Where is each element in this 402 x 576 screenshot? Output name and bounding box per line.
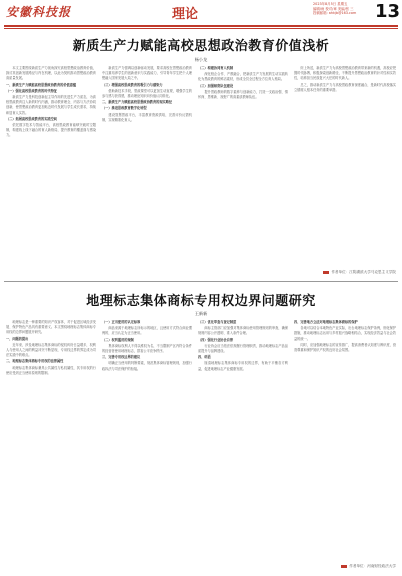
article1-column-3 (198, 66, 288, 278)
subsection-heading: （二）构建协同育人机制 (198, 66, 234, 70)
section-heading: 二、新质生产力赋能高校思想政治教育的现实路径 (102, 100, 173, 105)
paragraph: 新质生产力是科技创新起主导作用的先进生产力质态，为高校思政教育注入新的时代内涵，推动教育理念、内容与方法协同创新，使思想政治教育更加贴近时代发展与学生成长需求，持续彰显育人实效。 (6, 95, 96, 115)
paragraph: 同时，应加强地理标志的宣传推广，提高消费者认知度与辨识度，营造尊重和保护知识产权的良好社会氛围。 (294, 342, 396, 353)
paragraph: 新质生产力强调以创新驱动发展，要求高校在思想政治教育中注重培养学生的创新意识与实践能力，引导青年学生把个人理想融入国家发展大局之中。 (102, 66, 192, 81)
subsection-heading: （一）强化高校思政教育的时代特征 (6, 88, 57, 93)
article-title: 地理标志集体商标专用权边界问题研究 (86, 294, 316, 309)
section-heading: 一、问题的提出 (6, 336, 29, 341)
article2-affiliation (294, 564, 396, 569)
paragraph: 总之，推动新质生产力与高校思政教育深度融合，是新时代高校落实立德树人根本任务的重要举措。 (294, 82, 396, 92)
article1-column-4 (294, 66, 396, 262)
paragraph: 商品来源于地理标志所标示的地区，且使用方式符合商业惯例的，应当认定为正当使用。 (102, 326, 192, 336)
contact-email: 投稿邮箱: ahkjb@163.com (313, 11, 357, 16)
subsection-heading: （三）优化审查与登记制度 (198, 320, 237, 324)
paragraph: 深化校企合作、产教融合，把新质生产力发展的生动实践转化为思政教育的鲜活素材，形成全员全过程全方位育人格局。 (198, 72, 288, 82)
paragraph: 厘清地理标志集体商标专用权的边界，有助于平衡各方利益，促进地理标志产业健康发展。 (198, 361, 288, 371)
subsection-heading: （一）正当使用的认定标准 (102, 320, 141, 324)
section-heading: 一、新质生产力赋能高校思想政治教育的价值意蕴 (6, 82, 77, 87)
article1-affiliation (294, 270, 396, 275)
article-author: 王新新 (194, 311, 208, 316)
article1-column-2 (102, 66, 192, 278)
article2-column-4 (294, 320, 396, 556)
newspaper-logo: 安徽科技报 (6, 5, 72, 19)
masthead (0, 0, 402, 28)
affiliation-marker (323, 271, 329, 274)
subsection-heading: （二）权利滥用的规制 (102, 337, 134, 342)
paragraph: 各地可以结合本地特色产业实际，出台地理标志保护条例，细化保护措施，推动地理标志运用与乡村振兴战略相结合，实现经济效益与社会效益的统一。 (294, 326, 396, 341)
article-divider (4, 281, 398, 282)
subsection-heading: （三）加强师资队伍建设 (198, 83, 234, 88)
section-heading: 四、完善地方立法对地理标志集体商标的保护 (294, 320, 358, 324)
header-rule-thin (4, 28, 398, 29)
paragraph: 地理标志是一种重要的知识产权客体，对于促进区域经济发展、保护特色产品具有重要意义。本文围绕地理标志集体商标专用权的边界问题展开研究。 (6, 320, 96, 335)
paragraph: 明确正当使用的判断要素，规范集体商标管理规则，加强行政执法与司法保护的衔接。 (102, 361, 192, 371)
paragraph: 借助新技术手段，思政课堂可以更加生动直观，增强学生的参与感与获得感，推动理论知识向价值认同转化。 (102, 88, 192, 99)
paragraph: 商标主管部门应加强对集体商标使用管理规则的审查，确保规则内容公开透明、准入条件合理。 (198, 326, 288, 336)
paragraph: 集体商标权利人不得以维权为名，不当限制产区内符合条件的经营者使用地理标志，损害公平竞争秩序。 (102, 343, 192, 354)
paragraph: 建设智慧思政平台，丰富教育资源供给，完善评价反馈机制，实现精准化育人。 (102, 112, 192, 122)
editor-line: 编辑/雨 校对/章 美编/张 三 (313, 6, 354, 11)
paragraph: 行业协会应当依法依规履行管理职责，推动地理标志产品品质提升与品牌建设。 (198, 343, 288, 354)
section-heading: 四、结语 (198, 355, 211, 360)
affiliation-marker (341, 565, 347, 568)
paragraph: 提升思政教师的数字素养与创新能力，打造一支政治强、情怀深、思维新、视野广的高素质教师队伍。 (198, 89, 288, 100)
subsection-heading: （四）强化行业协会自律 (198, 337, 234, 342)
issue-date: 2023年8月5日 星期五 (313, 2, 348, 6)
header-rule (4, 25, 398, 27)
paragraph: 地理标志集体商标兼具公共属性与私权属性，其专用权的行使应受到正当使用原则的限制。 (6, 365, 96, 375)
paragraph: 依托数字技术与智能平台，高校思政教育能够突破时空限制，构建线上线下融合的育人新格局，提升教育的覆盖面与感染力。 (6, 123, 96, 138)
paragraph: 近年来，涉及地理标志集体商标的侵权纠纷日益增多，权利人与使用人之间的利益冲突不断显现，专用权边界的界定成为司法实践中的难点。 (6, 342, 96, 358)
paragraph: 综上所述，新质生产力为高校思想政治教育带来新的机遇，高校应把握时代脉搏，积极探索创新路径，不断提升思想政治教育的针对性和实效性，培养担当民族复兴大任的时代新人。 (294, 66, 396, 81)
article1-column-1 (6, 66, 96, 278)
section-heading: 二、地理标志集体商标专用权的法律属性 (6, 359, 64, 364)
article2-column-1 (6, 320, 96, 570)
subsection-heading: （一）推进思政教育数字化转型 (102, 106, 147, 111)
article-author: 杨小龙 (194, 57, 208, 62)
subsection-heading: （三）增强高校思政教育的吸引力与感染力 (102, 82, 163, 87)
section-title: 理论 (172, 7, 199, 22)
article2-column-2 (102, 320, 192, 570)
page-number: 13 (375, 1, 401, 22)
article-title: 新质生产力赋能高校思想政治教育价值浅析 (72, 39, 330, 54)
article2-column-3 (198, 320, 288, 570)
issue-info (313, 2, 373, 16)
section-heading: 三、完善专用权边界的建议 (102, 355, 141, 360)
affiliation-text: 作者单位：江阴湖滨大学马克思主义学院 (331, 270, 396, 274)
affiliation-text: 作者单位：河南财经政法大学 (349, 564, 396, 568)
subsection-heading: （二）拓展高校思政教育的实践空间 (6, 116, 57, 121)
paragraph: 本文主要围绕新质生产力视角探究高校思想政治教育价值，探讨其创新发展路径与内在机理，以此为契机推动思想政治教育高质量发展。 (6, 66, 96, 81)
